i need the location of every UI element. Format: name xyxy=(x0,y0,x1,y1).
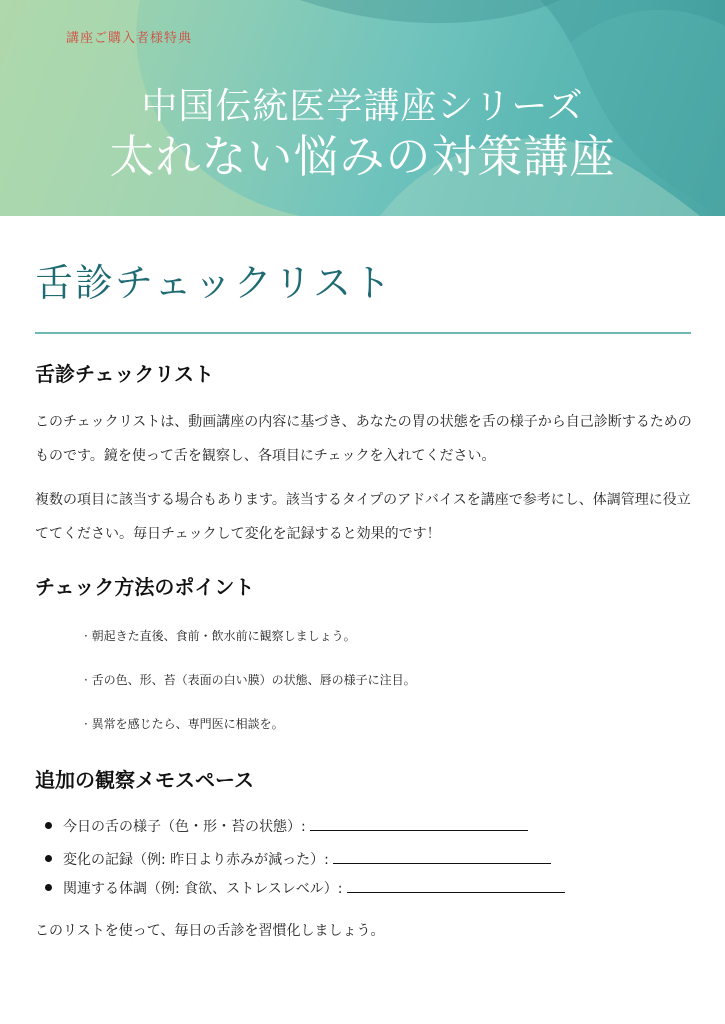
memo-item xyxy=(0,878,725,898)
divider xyxy=(35,332,691,334)
point-item: · 異常を感じたら、専門医に相談を。 xyxy=(84,717,284,731)
memo-item xyxy=(0,849,725,869)
intro-paragraph-2: 複数の項目に該当する場合もあります。該当するタイプのアドバイスを講座で参考にし、体調管理に役立ててください。毎日チェックして変化を記録すると効果的です！ xyxy=(35,492,691,542)
page-title: 舌診チェックリスト xyxy=(35,261,394,305)
bullet-icon xyxy=(45,884,52,891)
point-item: · 朝起きた直後、食前・飲水前に観察しましょう。 xyxy=(84,629,356,643)
memo-write-line[interactable] xyxy=(347,878,565,893)
intro-paragraph-1: このチェックリストは、動画講座の内容に基づき、あなたの胃の状態を舌の様子から自己診断するためのものです。鏡を使って舌を観察し、各項目にチェックを入れてください。 xyxy=(35,414,692,464)
points-heading: チェック方法のポイント xyxy=(35,575,255,599)
closing-text: このリストを使って、毎日の舌診を習慣化しましょう。 xyxy=(35,923,385,939)
point-item: · 舌の色、形、苔（表面の白い膜）の状態、唇の様子に注目。 xyxy=(84,673,416,687)
memo-heading: 追加の観察メモスペース xyxy=(35,768,254,792)
memo-label: 今日の舌の様子（色・形・苔の状態）: xyxy=(63,819,306,835)
memo-label: 変化の記録（例: 昨日より赤みが減った）: xyxy=(63,852,329,868)
memo-item xyxy=(0,816,725,836)
course-title: 太れない悩みの対策講座 xyxy=(109,130,616,183)
intro-heading: 舌診チェックリスト xyxy=(35,362,214,386)
bullet-icon xyxy=(45,822,52,829)
privilege-label: 講座ご購入者様特典 xyxy=(66,31,193,46)
memo-label: 関連する体調（例: 食欲、ストレスレベル）: xyxy=(63,881,343,897)
header-banner xyxy=(0,0,725,216)
memo-write-line[interactable] xyxy=(310,816,528,831)
series-title: 中国伝統医学講座シリーズ xyxy=(141,86,584,127)
bullet-icon xyxy=(45,855,52,862)
memo-write-line[interactable] xyxy=(333,849,551,864)
